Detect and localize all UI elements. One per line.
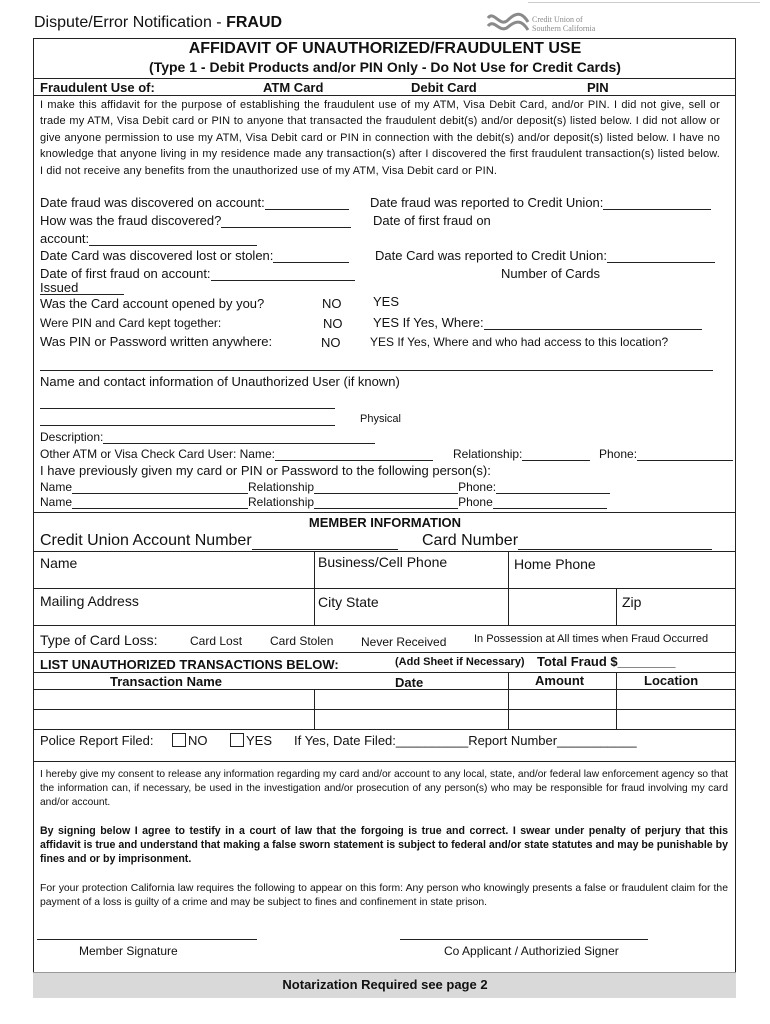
tx-row-3[interactable] (33, 729, 735, 730)
date-reported-row (370, 195, 711, 210)
unauthorized-user-line2[interactable] (40, 425, 335, 426)
pin-card-where-field[interactable] (484, 318, 702, 330)
rule-member-2 (33, 588, 735, 589)
account-label: account: (40, 231, 90, 246)
other-user-relationship-field[interactable] (522, 449, 590, 461)
pin-card-together-no[interactable]: NO (323, 316, 343, 331)
police-yes-checkbox[interactable] (230, 733, 244, 747)
person2-name-field[interactable] (72, 497, 248, 509)
tx-row-2[interactable] (33, 709, 735, 710)
type-of-loss-label: Type of Card Loss: (40, 632, 158, 648)
rule-member-4 (33, 652, 735, 653)
logo-line2: Southern California (532, 24, 596, 33)
logo-text (532, 15, 595, 33)
number-of-cards-label: Number of Cards (501, 266, 600, 281)
person2-phone-label: Phone (458, 495, 493, 509)
date-card-reported-row (375, 248, 715, 263)
zip-label: Zip (622, 594, 642, 610)
city-state-label: City State (318, 594, 379, 610)
date-lost-field[interactable] (273, 251, 349, 263)
other-user-relationship-label: Relationship: (453, 447, 523, 461)
mailing-address-label: Mailing Address (40, 593, 139, 609)
home-phone-label: Home Phone (514, 556, 596, 572)
issued-underline (40, 294, 124, 295)
pin-written-no[interactable]: NO (321, 335, 341, 350)
pin-written-yes[interactable]: YES If Yes, Where and who had access to this location? (370, 335, 669, 349)
rule-member-3 (33, 625, 735, 626)
tx-col-divider-3 (616, 672, 617, 729)
col-date: Date (395, 675, 424, 690)
loss-card-lost[interactable]: Card Lost (190, 634, 243, 648)
affidavit-statement: I make this affidavit for the purpose of establishing the fraudulent use of my ATM, Visa Debit Card, and/or PIN. I did not give, sell or trade my ATM, Visa Debit card or PIN to anyone that transacted the fraudulent debit(s) and/or deposit(s) listed below. I did not allow or give anyone permission to use my ATM, Visa Debit card or PIN in connection with the debit(s) and/or deposit(s) listed below. I have no knowledge that anyone living in my residence made any transaction(s) after I discovered the first fraudulent transaction(s) listed below. I did not receive any benefits from the unauthorized use of my ATM, Visa Debit card or PIN. (40, 99, 720, 177)
title-prefix: Dispute/Error Notification - (34, 14, 227, 31)
unauthorized-user-line1[interactable] (40, 408, 335, 409)
frame-top (33, 38, 735, 39)
logo-wave-icon (486, 12, 530, 34)
member-info-title: MEMBER INFORMATION (308, 515, 462, 530)
title-fraud: FRAUD (226, 14, 283, 31)
member-col-divider-3 (616, 588, 617, 625)
date-discovered-row (40, 195, 349, 210)
date-reported-field[interactable] (603, 198, 711, 210)
option-debit-card[interactable]: Debit Card (411, 80, 477, 95)
person2-relationship-field[interactable] (314, 497, 458, 509)
pin-written-answer-line[interactable] (40, 370, 713, 371)
date-card-reported-label: Date Card was reported to Credit Union: (375, 248, 607, 263)
date-first-fraud-account-row (40, 266, 355, 281)
description-label: Description: (40, 430, 104, 444)
police-report-yes-option[interactable] (230, 733, 272, 748)
other-user-phone-row (599, 447, 733, 461)
rule-fraud-use (33, 95, 735, 96)
person1-row (40, 480, 610, 494)
description-field[interactable] (103, 432, 375, 444)
how-discovered-row (40, 213, 351, 228)
person1-name-label: Name (40, 480, 73, 494)
issued-label: Issued (40, 280, 79, 295)
person1-phone-field[interactable] (496, 482, 610, 494)
co-applicant-label: Co Applicant / Authorizied Signer (444, 944, 619, 958)
person1-name-field[interactable] (72, 482, 248, 494)
rule-member-top (33, 512, 735, 513)
person2-row (40, 495, 607, 509)
card-opened-no[interactable]: NO (322, 296, 342, 311)
account-number-row (40, 532, 398, 550)
date-first-fraud-account-field[interactable] (211, 269, 355, 281)
california-text: For your protection California law requires the following to appear on this form: Any person who knowingly presents a false or fraudulent claim for the payment of a loss is guilty of a crime and may be subject to fines and confinement in state prison. (40, 883, 728, 908)
rule-police (33, 761, 735, 762)
other-user-label: Other ATM or Visa Check Card User: Name: (40, 447, 275, 461)
pin-card-together-question: Were PIN and Card kept together: (40, 316, 222, 330)
card-number-row (422, 532, 712, 550)
card-opened-question: Was the Card account opened by you? (40, 296, 265, 311)
pin-card-together-yes[interactable]: YES If Yes, Where: (373, 315, 484, 330)
affidavit-title: AFFIDAVIT OF UNAUTHORIZED/FRAUDULENT USE (188, 40, 582, 57)
pin-written-question: Was PIN or Password written anywhere: (40, 334, 273, 349)
option-pin[interactable]: PIN (587, 80, 609, 95)
member-signature-line[interactable] (37, 939, 257, 940)
date-lost-row (40, 248, 349, 263)
loss-card-stolen[interactable]: Card Stolen (270, 634, 334, 648)
how-discovered-label: How was the fraud discovered? (40, 213, 222, 228)
date-discovered-label: Date fraud was discovered on account: (40, 195, 265, 210)
total-fraud[interactable]: Total Fraud $________ (537, 654, 676, 669)
rule-subtitle (33, 78, 735, 79)
add-sheet-note: (Add Sheet if Necessary) (395, 656, 525, 668)
card-number-field[interactable] (518, 535, 712, 550)
police-no-checkbox[interactable] (172, 733, 186, 747)
person2-relationship-label: Relationship (248, 495, 315, 509)
card-opened-yes[interactable]: YES (373, 294, 400, 309)
date-first-fraud-account-label: Date of first fraud on account: (40, 266, 211, 281)
transactions-title: LIST UNAUTHORIZED TRANSACTIONS BELOW: (40, 657, 339, 672)
perjury-text: By signing below I agree to testify in a court of law that the forgoing is true and correct. I swear under penalty of perjury that this affidavit is true and understand that making a false sworn statement is subject to federal and/or state statutes and may be punishable by fines and or by imprisonment. (40, 825, 728, 865)
col-transaction-name: Transaction Name (110, 674, 222, 689)
other-user-name-field[interactable] (275, 449, 433, 461)
pin-card-together-yes-row (373, 315, 702, 330)
police-yes-label: YES (246, 733, 273, 748)
other-user-phone-field[interactable] (637, 449, 733, 461)
account-number-field[interactable] (252, 535, 398, 550)
option-atm-card[interactable]: ATM Card (263, 80, 324, 95)
affidavit-subtitle: (Type 1 - Debit Products and/or PIN Only - Do Not Use for Credit Cards) (149, 59, 621, 75)
account-row (40, 231, 257, 246)
col-amount: Amount (535, 673, 585, 688)
date-lost-label: Date Card was discovered lost or stolen: (40, 248, 274, 263)
card-number-label: Card Number (422, 532, 519, 549)
loss-in-possession[interactable]: In Possession at All times when Fraud Occurred (474, 633, 709, 645)
business-phone-label: Business/Cell Phone (318, 554, 448, 570)
how-discovered-field[interactable] (221, 216, 351, 228)
person1-relationship-field[interactable] (314, 482, 458, 494)
person2-phone-field[interactable] (493, 497, 607, 509)
physical-label: Physical (360, 413, 401, 425)
col-location: Location (644, 673, 699, 688)
other-user-phone-label: Phone: (599, 447, 638, 461)
person1-relationship-label: Relationship (248, 480, 315, 494)
other-user-row (40, 447, 433, 461)
police-date-filed[interactable]: If Yes, Date Filed:__________Report Number___________ (294, 733, 637, 748)
date-card-reported-field[interactable] (607, 251, 715, 263)
account-field[interactable] (89, 234, 257, 246)
notarization-text: Notarization Required see page 2 (282, 977, 488, 992)
document-title (34, 14, 282, 32)
police-report-label: Police Report Filed: (40, 733, 154, 748)
police-report-no-option[interactable] (172, 733, 208, 748)
consent-text: I hereby give my consent to release any information regarding my card and/or account to any local, state, and/or federal law enforcement agency so that the information can, if necessary, be used in the investigation and/or prosecution of any person(s) who may be responsible for fraud involving my card and/or account. (40, 769, 728, 808)
co-applicant-signature-line[interactable] (400, 939, 648, 940)
rule-tx-header-top (33, 672, 735, 673)
loss-never-received[interactable]: Never Received (361, 635, 447, 649)
member-signature-label: Member Signature (79, 944, 178, 958)
date-first-fraud-label: Date of first fraud on (373, 213, 491, 228)
tx-col-divider-2 (508, 672, 509, 729)
description-row (40, 430, 375, 444)
member-name-label: Name (40, 555, 78, 571)
person1-phone-label: Phone: (458, 480, 497, 494)
logo-line1: Credit Union of (532, 15, 583, 24)
given-pin-label: I have previously given my card or PIN or Password to the following person(s): (40, 463, 491, 478)
tx-row-1[interactable] (33, 689, 735, 690)
date-discovered-field[interactable] (265, 198, 349, 210)
unauthorized-user-label: Name and contact information of Unauthorized User (if known) (40, 374, 400, 389)
credit-union-logo (486, 12, 530, 34)
top-rule (528, 2, 760, 3)
police-no-label: NO (188, 733, 208, 748)
date-reported-label: Date fraud was reported to Credit Union: (370, 195, 604, 210)
other-user-relationship-row (453, 447, 590, 461)
rule-member-1 (33, 551, 735, 552)
fraud-use-label: Fraudulent Use of: (40, 80, 155, 95)
account-number-label: Credit Union Account Number (40, 532, 252, 549)
person2-name-label: Name (40, 495, 73, 509)
